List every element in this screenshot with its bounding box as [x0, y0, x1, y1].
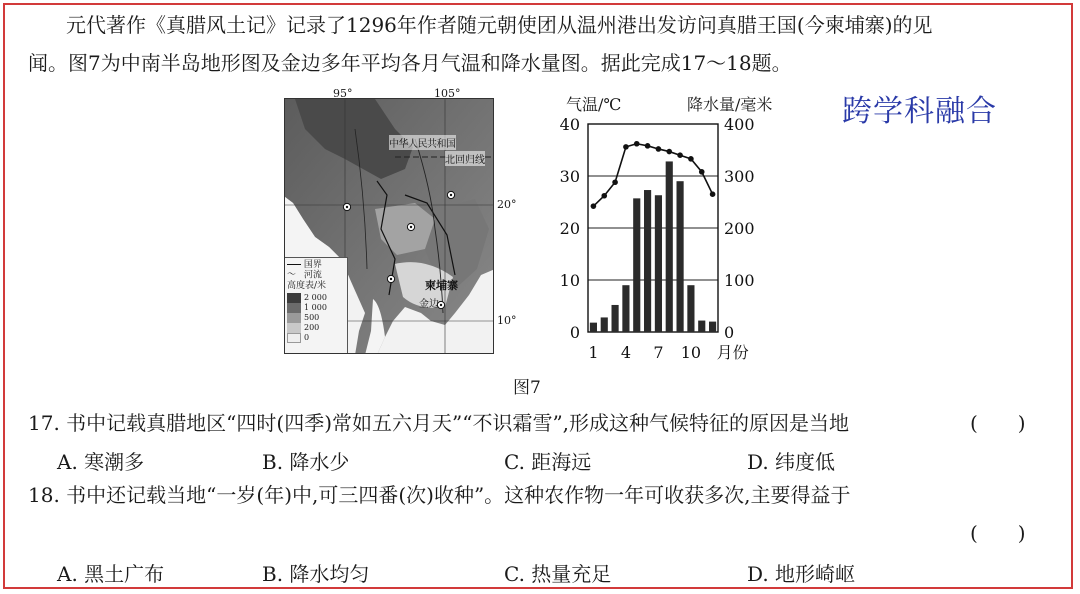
legend-border: 国界 [303, 260, 322, 270]
chart-x-tick: 4 [620, 343, 632, 362]
legend-swatch [287, 333, 301, 343]
temperature-point [623, 144, 629, 150]
q18-paren: ( ) [970, 521, 1026, 545]
legend-level: 2 000 [304, 292, 327, 302]
city-dot [410, 226, 412, 228]
temperature-point [677, 152, 683, 158]
city-dot [450, 194, 452, 196]
climate-chart [556, 110, 816, 370]
temperature-point [601, 193, 607, 199]
precip-bar [709, 322, 716, 332]
chart-right-tick: 400 [724, 115, 755, 134]
precip-bar [622, 285, 629, 332]
terrain-map [284, 98, 494, 354]
q17-option-b: B. 降水少 [262, 450, 350, 474]
legend-elev-title: 高度表/米 [287, 280, 327, 291]
legend-river: 河流 [303, 270, 322, 281]
precip-bar [633, 198, 640, 332]
map-tropic-label: 北回归线 [445, 151, 485, 166]
temperature-point [634, 141, 640, 147]
precip-bar [666, 161, 673, 332]
temperature-point [710, 191, 716, 197]
temperature-point [656, 146, 662, 152]
q17-option-d: D. 纬度低 [747, 450, 836, 474]
legend-swatch [287, 293, 301, 303]
map-lon-105: 105° [434, 87, 461, 100]
map-cambodia-label: 柬埔寨 [425, 279, 458, 292]
map-city-label: 金边 [419, 299, 439, 310]
temperature-point [688, 156, 694, 162]
figure-caption: 图7 [513, 378, 541, 398]
q18-option-b: B. 降水均匀 [262, 562, 370, 586]
q18-option-d: D. 地形崎岖 [747, 562, 856, 586]
chart-right-axis-title: 降水量/毫米 [687, 95, 773, 114]
temperature-point [666, 149, 672, 155]
legend-level: 1 000 [304, 302, 327, 312]
precip-bar [644, 190, 651, 332]
map-lon-95: 95° [333, 87, 353, 100]
chart-left-tick: 20 [559, 219, 580, 238]
q17-option-a: A. 寒潮多 [57, 450, 145, 474]
chart-x-tick: 10 [680, 343, 702, 362]
temperature-line [593, 144, 712, 206]
precip-bar [687, 285, 694, 332]
map-lat-20: 20° [497, 198, 517, 211]
temperature-point [645, 143, 651, 149]
q18-option-c: C. 热量充足 [504, 562, 612, 586]
legend-level: 200 [304, 322, 320, 332]
precip-bar [612, 305, 619, 332]
phnom-penh-dot [440, 304, 442, 306]
map-lat-10: 10° [497, 314, 517, 327]
city-dot [390, 278, 392, 280]
q17-paren: ( ) [970, 411, 1026, 435]
chart-left-tick: 0 [569, 323, 580, 342]
chart-left-tick: 30 [559, 167, 580, 186]
q18-option-a: A. 黑土广布 [57, 562, 165, 586]
legend-swatch [287, 303, 301, 313]
intro-line-2: 闻。图7为中南半岛地形图及金边多年平均各月气温和降水量图。据此完成17～18题。 [28, 51, 792, 75]
q18-stem: 18. 书中还记载当地“一岁(年)中,可三四番(次)收种”。这种农作物一年可收获多次,主要得益于 [28, 483, 851, 507]
chart-right-tick: 100 [724, 271, 755, 290]
chart-right-tick: 0 [724, 323, 735, 342]
legend-level: 0 [304, 332, 310, 342]
city-dot [346, 206, 348, 208]
chart-right-tick: 300 [724, 167, 755, 186]
intro-line-1: 元代著作《真腊风土记》记录了1296年作者随元朝使团从温州港出发访问真腊王国(今柬埔寨)的见 [66, 13, 933, 37]
temperature-point [612, 179, 618, 185]
map-legend: 国界 〜 河流 高度表/米 2 000 1 000 500 200 0 [285, 257, 348, 354]
precip-bar [655, 195, 662, 332]
temperature-point [699, 169, 705, 175]
chart-left-axis-title: 气温/℃ [566, 95, 622, 114]
temperature-point [591, 203, 597, 209]
legend-swatch [287, 313, 301, 323]
precip-bar [601, 317, 608, 332]
precip-bar [590, 323, 597, 332]
map-country-label: 中华人民共和国 [389, 135, 456, 150]
precip-bar [677, 181, 684, 332]
legend-level: 500 [304, 312, 320, 322]
interdisciplinary-tag: 跨学科融合 [842, 94, 997, 129]
precip-bar [698, 321, 705, 332]
chart-left-tick: 40 [559, 115, 580, 134]
q17-option-c: C. 距海远 [504, 450, 592, 474]
chart-right-tick: 200 [724, 219, 755, 238]
chart-x-tick: 1 [588, 343, 599, 362]
legend-swatch [287, 323, 301, 333]
q17-stem: 17. 书中记载真腊地区“四时(四季)常如五六月天”“不识霜雪”,形成这种气候特征的原因是当地 [28, 411, 850, 435]
chart-x-label: 月份 [716, 343, 749, 362]
chart-x-tick: 7 [653, 343, 664, 362]
chart-left-tick: 10 [559, 271, 580, 290]
